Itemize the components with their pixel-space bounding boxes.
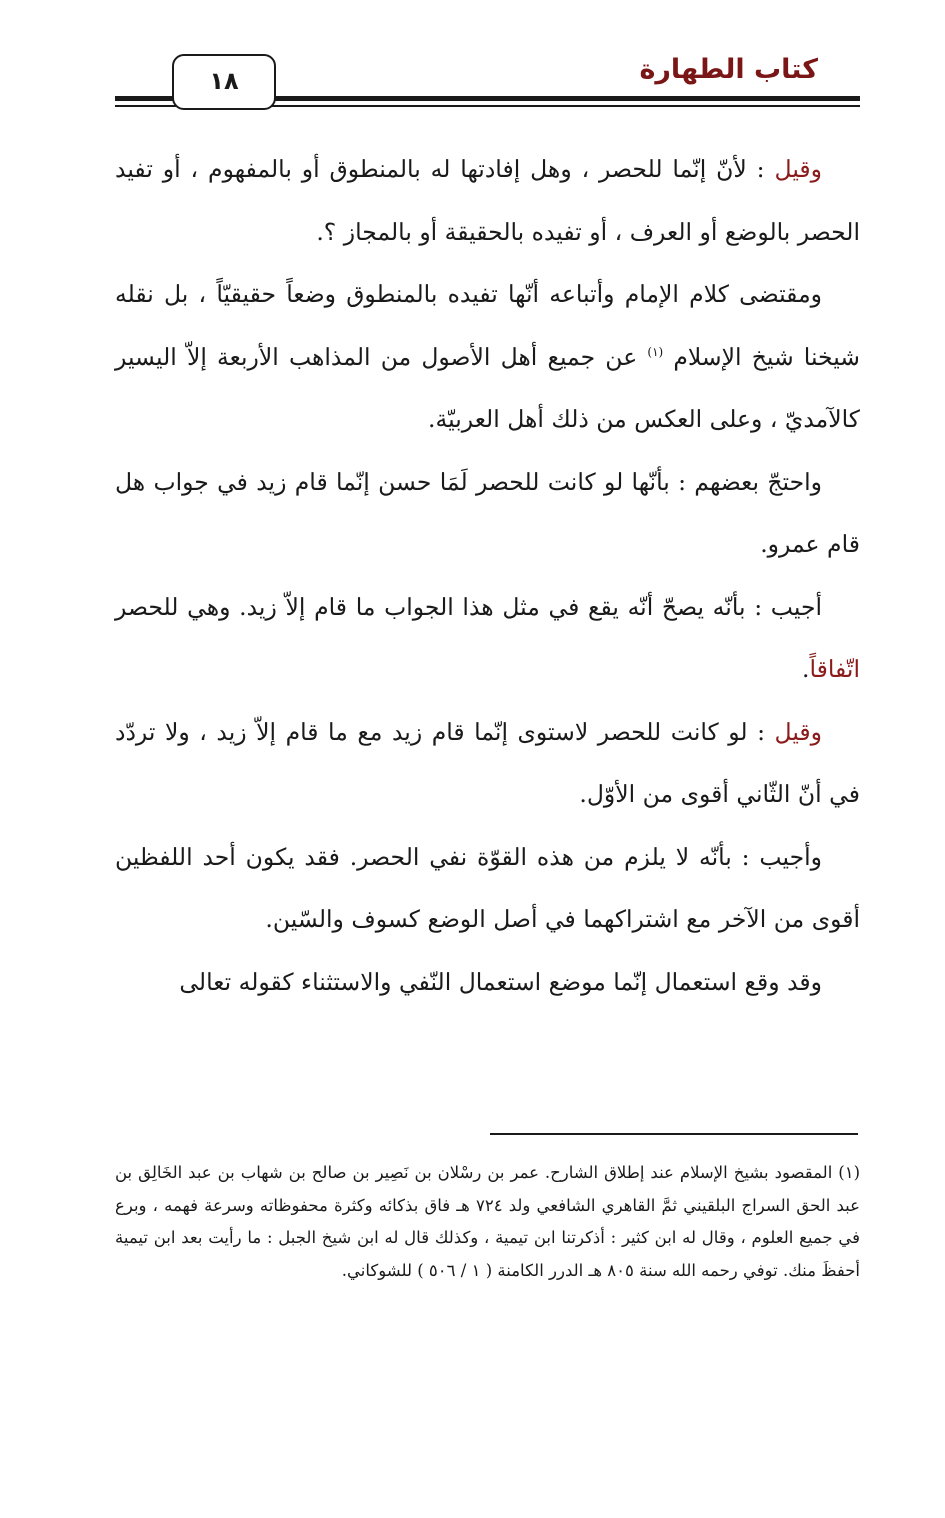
lead-word: وقيل (774, 717, 822, 746)
footnote-separator (490, 1133, 858, 1135)
paragraph-text: أجيب : بأنّه يصحّ أنّه يقع في مثل هذا الجواب ما قام إلاّ زيد. وهي للحصر (115, 592, 822, 621)
footnote (115, 1157, 860, 1287)
footnote-marker: (١) (647, 344, 664, 359)
paragraph-6 (115, 826, 860, 951)
lead-word: وقيل (774, 155, 822, 183)
page-header (115, 52, 860, 112)
page-number: ١٨ (172, 54, 276, 110)
chapter-title: كتاب الطهارة (639, 54, 818, 85)
paragraph-text: وقد وقع استعمال إنّما موضع استعمال النّفي والاستثناء كقوله تعالى (179, 967, 822, 996)
footnote-text: (١) المقصود بشيخ الإسلام عند إطلاق الشارح. عمر بن رسْلان بن نَصِير بن صالح بن شهاب بن عبد الخَالِق بن عبد الحق السراج البلقيني ثمَّ القاهري الشافعي ولد ٧٢٤ هـ فاق بذكائه وكثرة محفوظاته وسرعة فهمه ، وبرع في جميع العلوم ، وقال له ابن كثير : أذكرتنا ابن تيمية ، وكذلك قال له ابن شيخ الجبل : ما رأيت بعد ابن تيمية أحفظَ منك. توفي رحمه الله سنة ٨٠٥ هـ الدرر الكامنة ( ١ / ٥٠٦ ) للشوكاني. (115, 1163, 860, 1280)
paragraph-4 (115, 576, 860, 701)
paragraph-2 (115, 263, 860, 451)
paragraph-7 (115, 951, 860, 1014)
main-text (115, 138, 860, 1013)
paragraph-end: . (802, 655, 810, 683)
paragraph-5 (115, 701, 860, 826)
paragraph-text: : لو كانت للحصر لاستوى إنّما قام زيد مع ما قام إلاّ زيد ، ولا تردّد في أنّ الثّاني أقوى من الأوّل. (115, 717, 860, 808)
paragraph-text: ومقتضى كلام الإمام وأتباعه أنّها تفيده بالمنطوق وضعاً حقيقيّاً ، بل نقله شيخنا شيخ الإسلام (115, 280, 860, 371)
paragraph-3 (115, 451, 860, 576)
highlight-word: اتّفاقاً (809, 655, 860, 683)
paragraph-text: وأجيب : بأنّه لا يلزم من هذه القوّة نفي الحصر. فقد يكون أحد اللفظين أقوى من الآخر مع اشتراكهما في أصل الوضع كسوف والسّين. (115, 842, 860, 933)
paragraph-text: واحتجّ بعضهم : بأنّها لو كانت للحصر لَمَا حسن إنّما قام زيد في جواب هل قام عمرو. (115, 467, 860, 558)
paragraph-text: عن جميع أهل الأصول من المذاهب الأربعة إلاّ اليسير كالآمديّ ، وعلى العكس من ذلك أهل العربيّة. (115, 342, 860, 433)
paragraph-text: : لأنّ إنّما للحصر ، وهل إفادتها له بالمنطوق أو بالمفهوم ، أو تفيد الحصر بالوضع أو العرف ، أو تفيده بالحقيقة أو بالمجاز ؟. (115, 155, 860, 246)
paragraph-1 (115, 138, 860, 263)
